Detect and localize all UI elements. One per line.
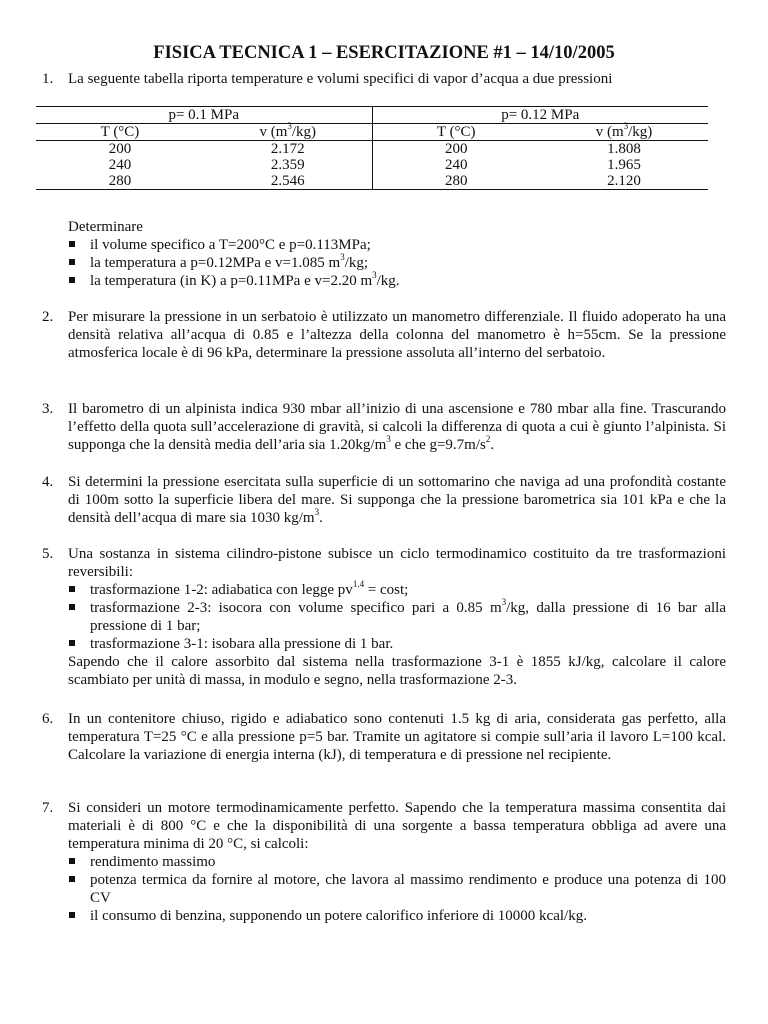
exercise-1 [42, 70, 726, 88]
exercise-6 [42, 710, 726, 764]
table-cell: 200 [36, 141, 204, 158]
table-row [36, 173, 708, 190]
exercise-1-tasks [42, 218, 726, 290]
bullet-square-icon [69, 876, 75, 882]
determinare-label: Determinare [68, 219, 143, 235]
bullet-square-icon [69, 277, 75, 283]
table-row [36, 157, 708, 173]
bullet-square-icon [69, 640, 75, 646]
exercise-number: 3. [42, 401, 54, 417]
bullet-square-icon [69, 858, 75, 864]
bullet-square-icon [69, 912, 75, 918]
exercise-7-intro: Si consideri un motore termodinamicamente perfetto. Sapendo che la temperatura massima consentita dai materiali è di 800 °C e che la disponibilità di una sorgente a bassa temperatura obbliga ad avere una temperatura minima di 20 °C, si calcoli: [68, 800, 726, 852]
table-col-header: T (°C) [372, 124, 540, 141]
table-cell: 240 [108, 157, 132, 173]
table-group-header: p= 0.12 MPa [372, 107, 708, 124]
table-cell: 2.546 [204, 173, 372, 190]
table-cell: 2.359 [204, 157, 372, 173]
table-cell: 280 [36, 173, 204, 190]
table-cell: 1.965 [607, 157, 641, 173]
exercise-number: 6. [42, 711, 54, 727]
table-cell: 2.172 [204, 141, 372, 158]
exercise-5-closing: Sapendo che il calore assorbito dal sistema nella trasformazione 3-1 è 1855 kJ/kg, calcolare il calore scambiato per unità di massa, in modulo e segno, nella trasformazione 2-3. [68, 654, 726, 688]
table-row [36, 141, 708, 158]
bullet-square-icon [69, 259, 75, 265]
list-item: la temperatura a p=0.12MPa e v=1.085 $m^3/kg$; [68, 254, 726, 272]
list-item: potenza termica da fornire al motore, che lavora al massimo rendimento e produce una potenza di 100 CV [68, 871, 726, 907]
list-item: trasformazione 3-1: isobara alla pressione di 1 bar. [68, 635, 726, 653]
table-cell: 1.808 [540, 141, 708, 158]
exercise-3 [42, 400, 726, 454]
bullet-square-icon [69, 604, 75, 610]
list-item: il volume specifico a T=200°C e p=0.113MPa; [68, 236, 726, 254]
exercise-number: 7. [42, 800, 54, 816]
list-item: trasformazione 2-3: isocora con volume specifico pari a 0.85 $m^3/kg$, dalla pressione di 16 bar alla pressione di 1 bar; [68, 599, 726, 635]
table-col-header: v $(m^3/kg)$ [204, 124, 372, 141]
exercise-4 [42, 473, 726, 527]
list-item: il consumo di benzina, supponendo un potere calorifico inferiore di 10000 kcal/kg. [68, 907, 726, 925]
table-col-header: T (°C) [36, 124, 204, 141]
table-group-header: p= 0.1 MPa [36, 107, 372, 124]
exercise-5-intro: Una sostanza in sistema cilindro-pistone subisce un ciclo termodinamico costituito da tre trasformazioni reversibili: [68, 546, 726, 580]
exercise-2-text: Per misurare la pressione in un serbatoio è utilizzato un manometro differenziale. Il fluido adoperato ha una densità relativa all’acqua di 0.85 e l’altezza della colonna del manometro è h=55cm. Se la pressione atmosferica locale è di 96 kPa, determinare la pressione assoluta all’interno del serbatoio. [68, 309, 726, 361]
steam-table [36, 106, 708, 190]
exercise-number: 1. [42, 71, 54, 87]
exercise-7 [42, 799, 726, 925]
table-cell: 240 [445, 157, 468, 173]
page-title: FISICA TECNICA 1 – ESERCITAZIONE #1 – 14/10/2005 [153, 43, 615, 63]
exercise-2 [42, 308, 726, 362]
exercise-3-text: Il barometro di un alpinista indica 930 mbar all’inizio di una ascensione e 780 mbar alla fine. Trascurando l’effetto della quota sull’accelerazione di gravità, si calcoli la differenza di quota a cui è giunto l’alpinista. Si supponga che la densità media dell’aria sia $1.20kg/m^3$ e che $g=9.7m/s^2$. [68, 401, 726, 453]
exercise-5 [42, 545, 726, 689]
exercise-1-intro: La seguente tabella riporta temperature e volumi specifici di vapor d’acqua a due pressioni [68, 71, 613, 87]
table-cell: 200 [372, 141, 540, 158]
exercise-6-text: In un contenitore chiuso, rigido e adiabatico sono contenuti 1.5 kg di aria, considerata gas perfetto, alla temperatura T=25 °C e alla pressione p=5 bar. Tramite un agitatore si compie sull’aria il lavoro L=100 kcal. Calcolare la variazione di energia interna (kJ), di temperatura e di pressione nel recipiente. [68, 711, 726, 763]
list-item: trasformazione 1-2: adiabatica con legge $pv^{1.4} = \cos t$; [68, 581, 726, 599]
bullet-square-icon [69, 241, 75, 247]
list-item: rendimento massimo [68, 853, 726, 871]
list-item: la temperatura (in K) a p=0.11MPa e v=2.20 $m^3/kg$. [68, 272, 726, 290]
exercise-number: 4. [42, 474, 54, 490]
exercise-number: 2. [42, 309, 54, 325]
table-col-header: v $(m^3/kg)$ [540, 124, 708, 141]
exercise-4-text: Si determini la pressione esercitata sulla superficie di un sottomarino che naviga ad una profondità costante di 100m sotto la superficie libera del mare. Si supponga che la pressione barometrica sia 101 kPa e che la densità dell’acqua di mare sia 1030 $kg/m^3$. [68, 474, 726, 526]
table-cell: 280 [372, 173, 540, 190]
exercise-number: 5. [42, 546, 54, 562]
table-cell: 2.120 [540, 173, 708, 190]
bullet-square-icon [69, 586, 75, 592]
